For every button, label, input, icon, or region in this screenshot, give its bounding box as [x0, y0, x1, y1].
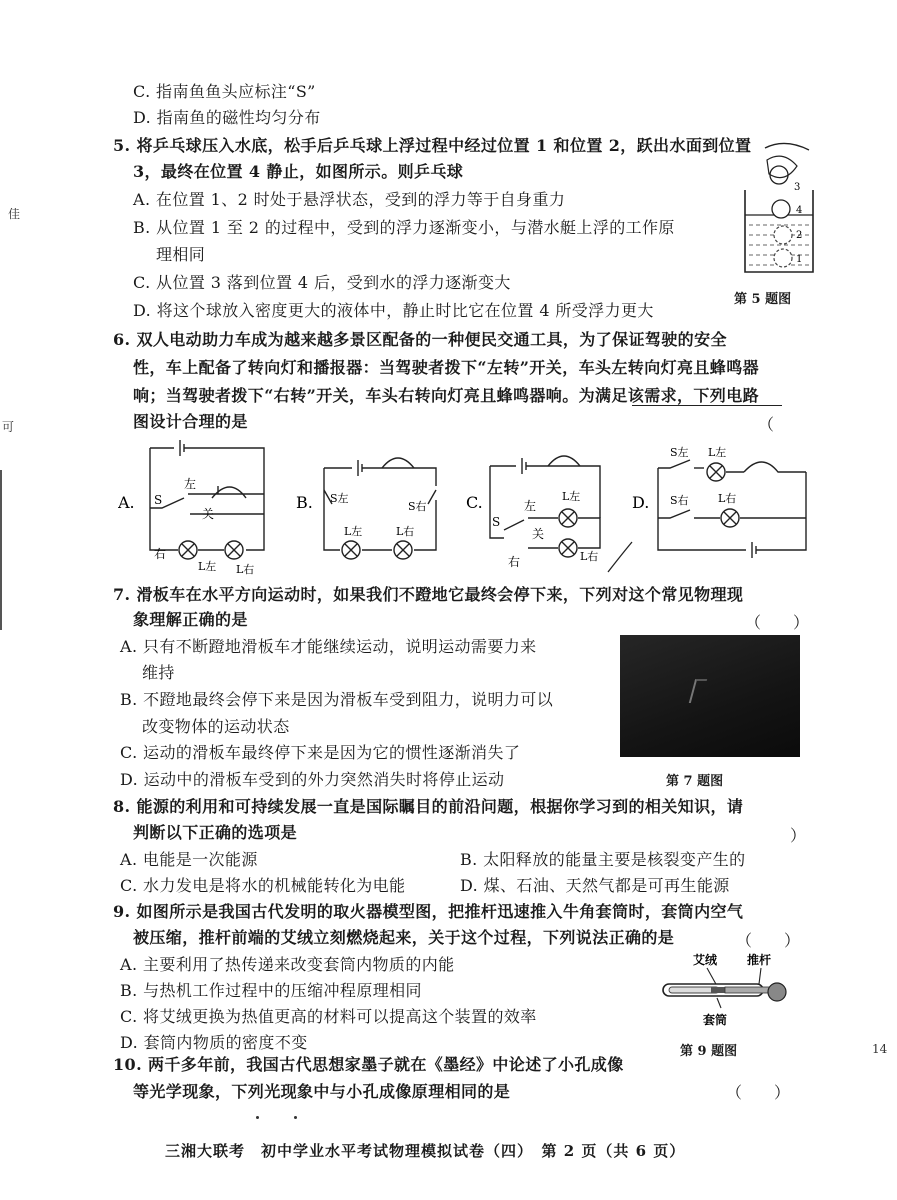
q6-a-label-right: 右 [154, 547, 167, 561]
q6-c-label-left: 左 [524, 499, 537, 513]
q6-b-label-s-left: S左 [330, 492, 349, 505]
q6-a-label-s: S [154, 493, 163, 507]
margin-note-right-1: 14 [872, 1042, 888, 1056]
q6-option-a: A. [118, 493, 135, 512]
q6-circuits-figure [118, 438, 818, 580]
q6-b-label-l-left: L左 [344, 525, 363, 538]
q6-stem-line2: 性，车上配备了转向灯和播报器：当驾驶者拨下“左转”开关，车头左转向灯亮且蜂鸣器 [133, 358, 760, 377]
q9-option-b: B. 与热机工作过程中的压缩冲程原理相同 [120, 981, 422, 1000]
q6-c-label-l-right: L右 [580, 550, 599, 563]
q7-figure-caption: 第 7 题图 [666, 774, 724, 789]
q5-label-2: 2 [796, 230, 803, 241]
q9-label-push: 推杆 [747, 953, 772, 967]
q4-option-d: D. 指南鱼的磁性均匀分布 [133, 108, 321, 127]
q6-option-d: D. [632, 493, 650, 512]
q9-answer-bracket: （ ） [736, 931, 801, 950]
q9-stem-line1: 9. 如图所示是我国古代发明的取火器模型图，把推杆迅速推入牛角套筒时，套筒内空气 [113, 902, 744, 921]
q9-stem-line2: 被压缩，推杆前端的艾绒立刻燃烧起来，关于这个过程，下列说法正确的是 [133, 928, 675, 947]
q5-label-4: 4 [796, 205, 803, 216]
q7-option-d: D. 运动中的滑板车受到的外力突然消失时将停止运动 [120, 770, 505, 789]
q6-stem-line4: 图设计合理的是 [133, 412, 248, 431]
q5-stem-line2: 3，最终在位置 4 静止，如图所示。则乒乓球 [133, 162, 464, 181]
q6-d-label-l-left: L左 [708, 446, 727, 459]
q5-option-b-line2: 理相同 [156, 245, 206, 264]
q7-option-b-line2: 改变物体的运动状态 [142, 717, 290, 736]
q10-answer-bracket: （ ） [726, 1083, 791, 1102]
q8-option-d: D. 煤、石油、天然气都是可再生能源 [460, 876, 730, 895]
q7-option-c: C. 运动的滑板车最终停下来是因为它的惯性逐渐消失了 [120, 743, 521, 762]
q4-option-c: C. 指南鱼鱼头应标注“S” [133, 82, 316, 101]
q7-option-b-line1: B. 不蹬地最终会停下来是因为滑板车受到阻力，说明力可以 [120, 690, 554, 709]
q6-b-label-l-right: L右 [396, 525, 415, 538]
left-edge-mark [0, 470, 8, 630]
q6-answer-bracket: （ [758, 415, 775, 434]
q6-d-label-l-right: L右 [718, 492, 737, 505]
q8-stem-line2: 判断以下正确的选项是 [133, 823, 298, 842]
q9-option-a: A. 主要利用了热传递来改变套筒内物质的内能 [120, 955, 455, 974]
q6-c-label-right: 右 [508, 555, 521, 569]
q7-answer-bracket: （ ） [745, 613, 810, 632]
q6-stem-line3: 响；当驾驶者拨下“右转”开关，车头右转向灯亮且蜂鸣器响。为满足该需求，下列电路 [133, 386, 760, 405]
q9-figure-caption: 第 9 题图 [680, 1044, 738, 1059]
q7-photo [620, 635, 800, 757]
q8-option-c: C. 水力发电是将水的机械能转化为电能 [120, 876, 406, 895]
q5-option-c: C. 从位置 3 落到位置 4 后，受到水的浮力逐渐变大 [133, 273, 511, 292]
q9-option-d: D. 套筒内物质的密度不变 [120, 1033, 308, 1052]
q7-photo-figure [689, 679, 707, 703]
q9-option-c: C. 将艾绒更换为热值更高的材料可以提高这个装置的效率 [120, 1007, 537, 1026]
q5-beaker-figure [725, 130, 825, 280]
q8-option-b: B. 太阳释放的能量主要是核裂变产生的 [460, 850, 746, 869]
q6-option-c: C. [466, 493, 483, 512]
q6-c-label-l-left: L左 [562, 490, 581, 503]
q5-figure-caption: 第 5 题图 [734, 292, 792, 307]
q6-stem-line1: 6. 双人电动助力车成为越来越多景区配备的一种便民交通工具，为了保证驾驶的安全 [113, 330, 727, 349]
q5-option-d: D. 将这个球放入密度更大的液体中，静止时比它在位置 4 所受浮力更大 [133, 301, 654, 320]
q6-a-label-l-right: L右 [236, 563, 255, 576]
q7-option-a-line1: A. 只有不断蹬地滑板车才能继续运动，说明运动需要力来 [120, 637, 537, 656]
q9-label-tube: 套筒 [703, 1013, 728, 1027]
q6-d-label-s-left: S左 [670, 446, 689, 459]
q6-a-label-off: 关 [202, 507, 215, 521]
scan-speck-2 [294, 1116, 297, 1119]
q6-b-label-s-right: S右 [408, 500, 427, 513]
q7-stem-line2: 象理解正确的是 [133, 610, 248, 629]
q6-option-b: B. [296, 493, 313, 512]
q6-c-label-s: S [492, 515, 501, 529]
q8-stem-line1: 8. 能源的利用和可持续发展一直是国际瞩目的前沿问题，根据你学习到的相关知识，请 [113, 797, 744, 816]
q5-option-b-line1: B. 从位置 1 至 2 的过程中，受到的浮力逐渐变小，与潜水艇上浮的工作原 [133, 218, 675, 237]
q8-answer-bracket: ） [790, 826, 807, 845]
q7-option-a-line2: 维持 [142, 663, 175, 682]
q6-underline [632, 405, 782, 406]
q6-a-label-left: 左 [184, 477, 197, 491]
q5-label-1: 1 [796, 254, 803, 265]
q5-stem-line1: 5. 将乒乓球压入水底，松手后乒乓球上浮过程中经过位置 1 和位置 2，跃出水面到位置 [113, 136, 752, 155]
margin-note-left-1: 佳 [8, 207, 21, 221]
q5-label-3: 3 [794, 182, 801, 193]
q9-label-ai: 艾绒 [693, 953, 718, 967]
margin-note-left-2: 可 [2, 420, 15, 434]
q5-option-a: A. 在位置 1、2 时处于悬浮状态，受到的浮力等于自身重力 [133, 190, 566, 209]
scan-speck-1 [256, 1116, 259, 1119]
q6-a-label-l-left: L左 [198, 560, 217, 573]
q10-stem-line1: 10. 两千多年前，我国古代思想家墨子就在《墨经》中论述了小孔成像 [113, 1055, 624, 1074]
q9-fire-piston-figure [655, 948, 795, 1040]
q8-option-a: A. 电能是一次能源 [120, 850, 258, 869]
q7-stem-line1: 7. 滑板车在水平方向运动时，如果我们不蹬地它最终会停下来，下列对这个常见物理现 [113, 585, 744, 604]
q6-d-label-s-right: S右 [670, 494, 689, 507]
q10-stem-line2: 等光学现象，下列光现象中与小孔成像原理相同的是 [133, 1082, 511, 1101]
page-footer: 三湘大联考 初中学业水平考试物理模拟试卷（四） 第 2 页（共 6 页） [165, 1142, 686, 1160]
q6-c-label-off: 关 [532, 527, 545, 541]
